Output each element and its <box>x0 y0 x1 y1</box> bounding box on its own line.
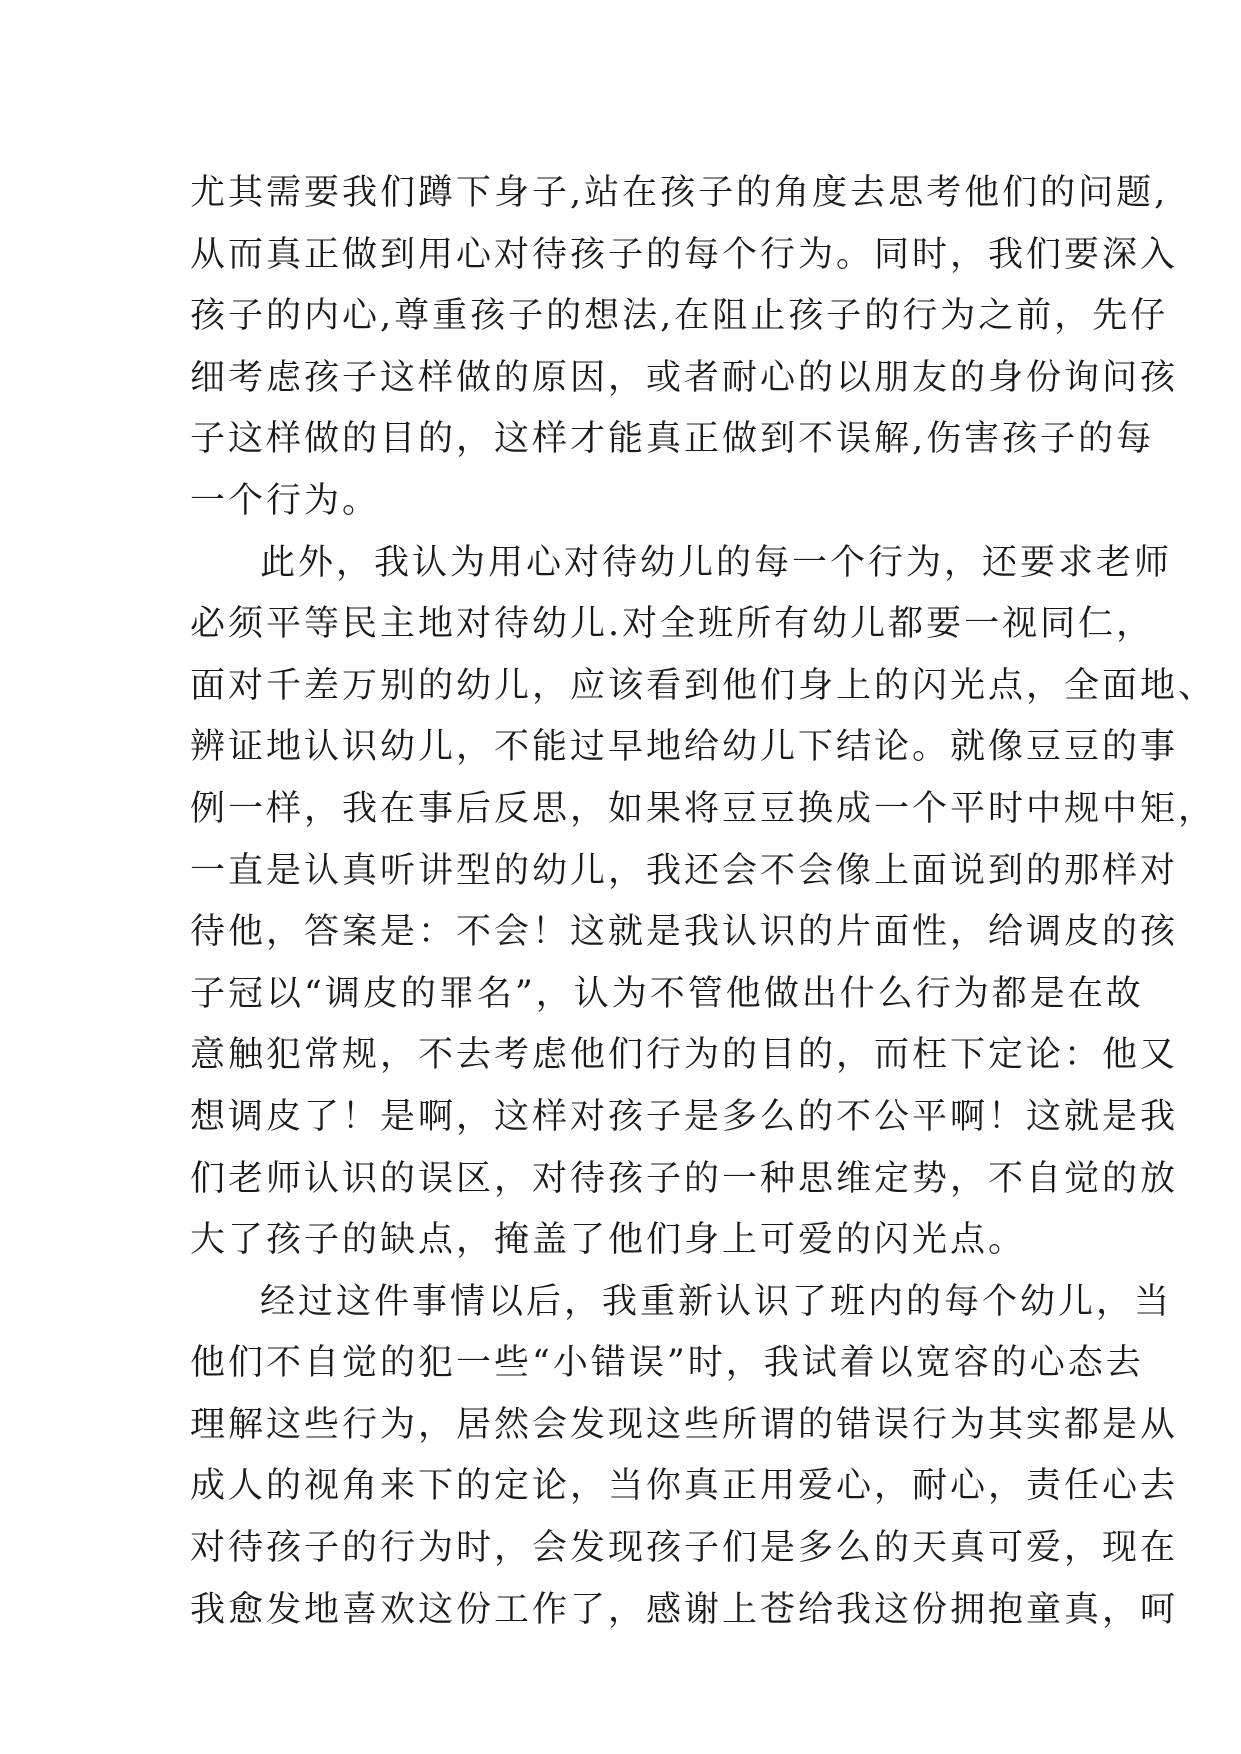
text-line: 子冠以“调皮的罪名”，认为不管他做出什么行为都是在故 <box>190 973 1144 1014</box>
text-line: 理解这些行为，居然会发现这些所谓的错误行为其实都是从 <box>190 1404 1179 1445</box>
text-line: 我愈发地喜欢这份工作了，感谢上苍给我这份拥抱童真，呵 <box>190 1589 1179 1630</box>
text-line: 一直是认真听讲型的幼儿，我还会不会像上面说到的那样对 <box>190 850 1179 891</box>
text-line: 必须平等民主地对待幼儿.对全班所有幼儿都要一视同仁， <box>190 604 1155 645</box>
body-text <box>190 163 1217 1641</box>
text-line: 例一样，我在事后反思，如果将豆豆换成一个平时中规中矩， <box>190 788 1217 829</box>
text-line: 意触犯常规，不去考虑他们行为的目的，而枉下定论：他又 <box>190 1035 1179 1076</box>
text-line: 此外，我认为用心对待幼儿的每一个行为，还要求老师 <box>260 542 1173 583</box>
text-line: 一个行为。 <box>190 480 381 521</box>
text-line: 孩子的内心,尊重孩子的想法,在阻止孩子的行为之前，先仔 <box>190 296 1169 337</box>
text-line: 经过这件事情以后，我重新认识了班内的每个幼儿，当 <box>260 1281 1173 1322</box>
text-line: 大了孩子的缺点，掩盖了他们身上可爱的闪光点。 <box>190 1220 1027 1261</box>
text-line: 尤其需要我们蹲下身子,站在孩子的角度去思考他们的问题, <box>190 173 1169 213</box>
text-line: 从而真正做到用心对待孩子的每个行为。同时，我们要深入 <box>190 234 1179 275</box>
text-line: 子这样做的目的，这样才能真正做到不误解,伤害孩子的每 <box>190 419 1155 460</box>
text-line: 对待孩子的行为时，会发现孩子们是多么的天真可爱，现在 <box>190 1528 1179 1569</box>
text-line: 想调皮了！是啊，这样对孩子是多么的不公平啊！这就是我 <box>190 1096 1179 1137</box>
text-line: 细考虑孩子这样做的原因，或者耐心的以朋友的身份询问孩 <box>190 357 1179 398</box>
text-line: 他们不自觉的犯一些“小错误”时，我试着以宽容的心态去 <box>190 1343 1144 1384</box>
text-line: 辨证地认识幼儿，不能过早地给幼儿下结论。就像豆豆的事 <box>190 727 1179 768</box>
text-line: 们老师认识的误区，对待孩子的一种思维定势，不自觉的放 <box>190 1158 1179 1199</box>
text-line: 待他，答案是：不会！这就是我认识的片面性，给调皮的孩 <box>190 912 1179 953</box>
text-line: 面对千差万别的幼儿，应该看到他们身上的闪光点，全面地、 <box>190 665 1217 706</box>
text-line: 成人的视角来下的定论，当你真正用爱心，耐心，责任心去 <box>190 1466 1179 1507</box>
